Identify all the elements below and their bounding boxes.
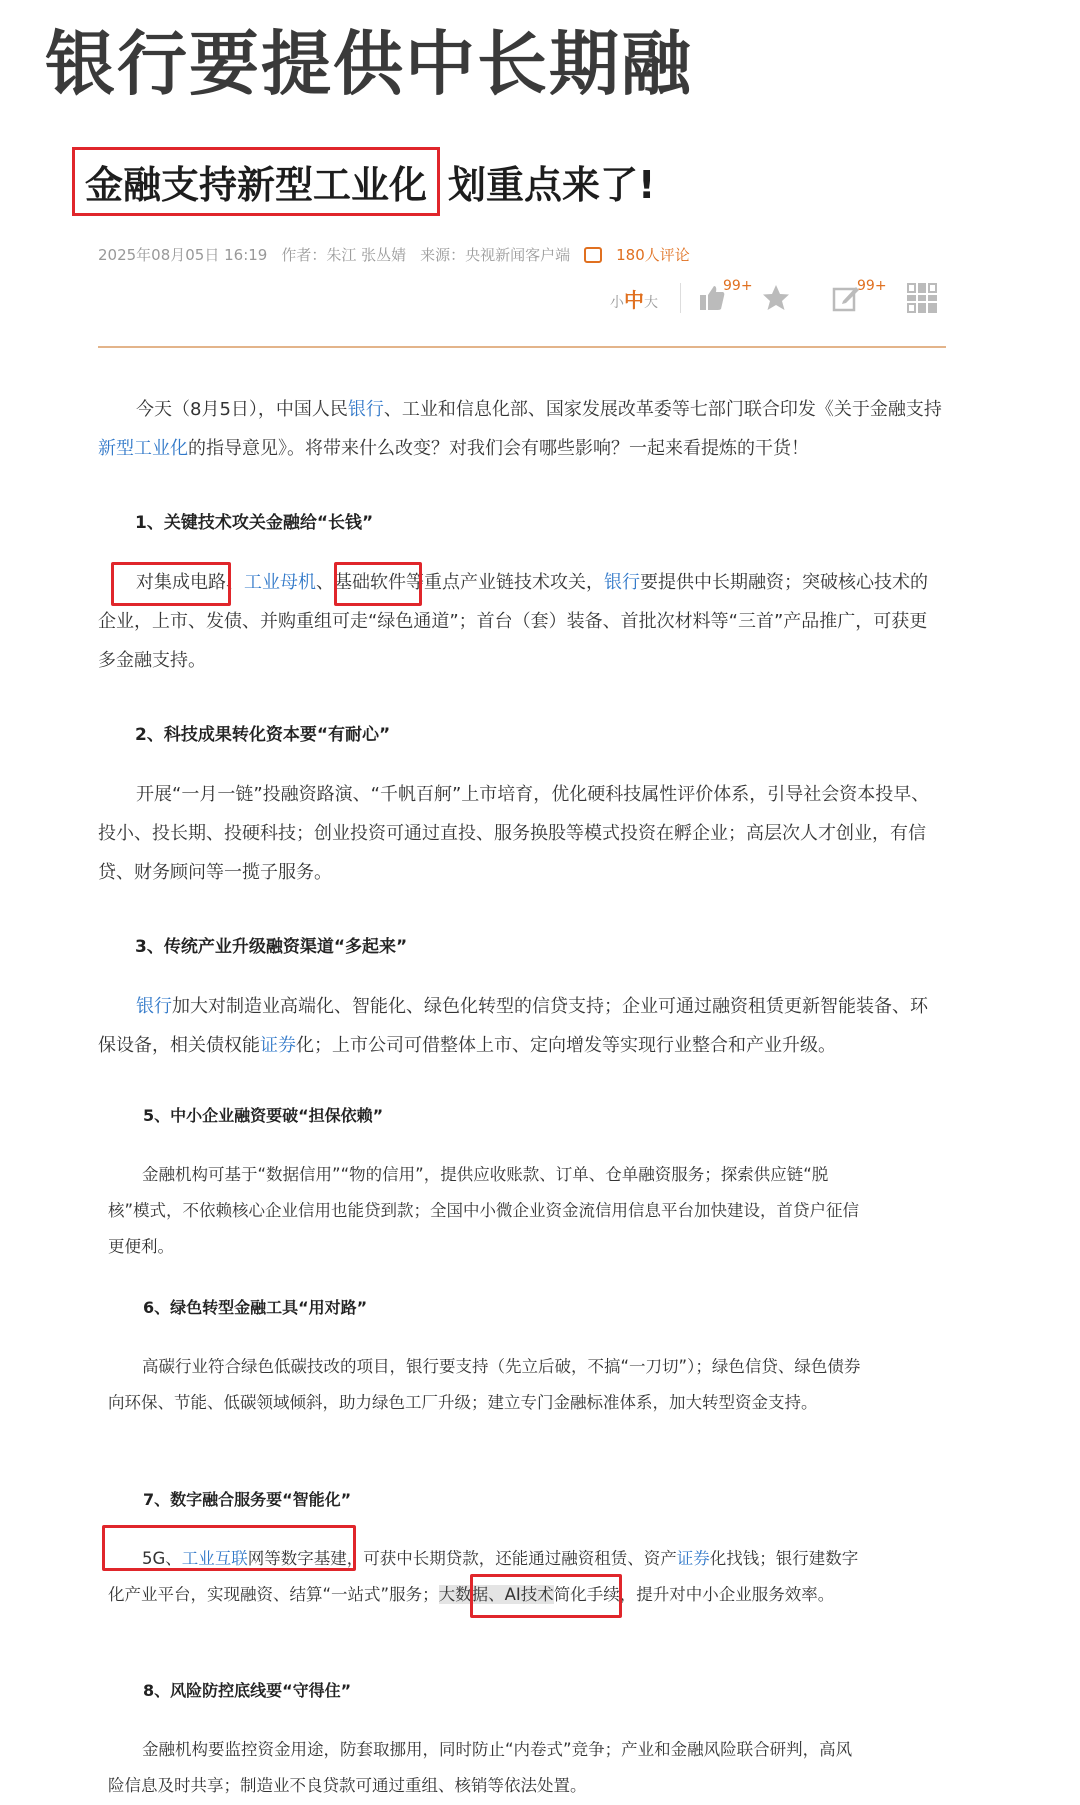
section-text: 5G、 xyxy=(142,1549,182,1568)
annotation-box xyxy=(102,1525,356,1571)
link-securities[interactable]: 证券 xyxy=(260,1035,296,1056)
section-text: 、 xyxy=(226,572,244,593)
annotation-box xyxy=(334,562,422,606)
article-headline xyxy=(72,148,655,214)
comment-count: 180人评论 xyxy=(616,246,690,264)
font-small[interactable]: 小 xyxy=(610,294,624,311)
section-text: 等重点产业链技术攻关， xyxy=(406,572,604,593)
annotation-box xyxy=(111,562,231,606)
edit-icon[interactable] xyxy=(831,278,887,313)
section-title-1: 1、关键技术攻关金融给“长钱” xyxy=(135,513,374,533)
section-title-2: 2、科技成果转化资本要“有耐心” xyxy=(135,725,391,745)
section-text: 简化手续，提升对中小企业服务效率。 xyxy=(553,1585,835,1604)
section-title-8: 8、风险防控底线要“守得住” xyxy=(143,1681,352,1700)
intro-text: 今天（8月5日），中国人民 xyxy=(136,399,348,420)
section-text: 化找钱；银行建数字化产业平台，实现融资、结算“一站式”服务； xyxy=(108,1549,859,1604)
section-6-body: 高碳行业符合绿色低碳技改的项目，银行要支持（先立后破，不搞“一刀切”）；绿色信贷、绿色债券向环保、节能、低碳领域倾斜，助力绿色工厂升级；建立专门金融标准体系，加大转型资金支持。 xyxy=(108,1357,861,1412)
thumbs-up-icon[interactable] xyxy=(697,278,753,313)
headline-highlighted: 金融支持新型工业化 xyxy=(72,147,440,216)
headline-rest: 划重点来了! xyxy=(448,162,656,207)
highlighted-text: 大数据、AI技术 xyxy=(438,1585,554,1604)
link-bank[interactable]: 银行 xyxy=(347,399,384,420)
section-text: ，可获中长期贷款，还能通过融资租赁、资产 xyxy=(346,1549,677,1568)
section-text: 化；上市公司可借整体上市、定向增发等实现行业整合和产业升级。 xyxy=(296,1035,836,1056)
section-3-body xyxy=(98,987,944,1065)
section-title-6: 6、绿色转型金融工具“用对路” xyxy=(143,1298,368,1317)
link-industrial-internet[interactable]: 工业互联 xyxy=(181,1549,248,1568)
section-text: 网等数字基建 xyxy=(247,1549,347,1568)
section-title-5: 5、中小企业融资要破“担保依赖” xyxy=(143,1106,384,1125)
section-2-body: 开展“一月一链”投融资路演、“千帆百舸”上市培育，优化硬科技属性评价体系，引导社会资本投早、投小、投长期、投硬科技；创业投资可通过直投、服务换股等模式投资在孵企业；高层次人才创业，有信贷、财务顾问等一揽子服务。 xyxy=(98,784,930,883)
header-divider xyxy=(98,346,946,348)
toolbar-divider xyxy=(680,283,681,313)
comment-icon xyxy=(584,247,602,263)
banner-title: 银行要提供中长期融 xyxy=(45,23,693,105)
star-icon[interactable] xyxy=(761,283,791,313)
section-text: 基础软件 xyxy=(334,572,406,593)
section-text: 、 xyxy=(316,572,334,593)
section-text: 加大对制造业高端化、智能化、绿色化转型的信贷支持；企业可通过融资租赁更新智能装备、环保设备，相关债权能 xyxy=(98,996,928,1056)
intro-paragraph xyxy=(98,390,944,468)
article-meta xyxy=(98,244,704,265)
link-securities[interactable]: 证券 xyxy=(676,1549,710,1568)
intro-text: 、工业和信息化部、国家发展改革委等七部门联合印发《关于金融支持 xyxy=(383,399,942,420)
section-8-body: 金融机构要监控资金用途，防套取挪用，同时防止“内卷式”竞争；产业和金融风险联合研判，高风险信息及时共享；制造业不良贷款可通过重组、核销等依法处置。 xyxy=(108,1740,853,1795)
font-medium[interactable]: 中 xyxy=(624,287,644,312)
author: 作者：朱江 张丛婧 xyxy=(281,246,407,264)
comment-link[interactable] xyxy=(584,244,704,265)
like-count: 99+ xyxy=(723,278,753,294)
section-title-7: 7、数字融合服务要“智能化” xyxy=(143,1490,352,1509)
link-new-industrialization[interactable]: 新型工业化 xyxy=(98,438,188,459)
annotation-box xyxy=(470,1574,622,1618)
qr-code-icon[interactable] xyxy=(907,283,937,313)
link-machine-tools[interactable]: 工业母机 xyxy=(244,572,316,593)
font-large[interactable]: 大 xyxy=(644,294,658,311)
section-title-3: 3、传统产业升级融资渠道“多起来” xyxy=(135,937,408,957)
source: 来源：央视新闻客户端 xyxy=(420,246,571,264)
section-5-body: 金融机构可基于“数据信用”“物的信用”，提供应收账款、订单、仓单融资服务；探索供应链“脱核”模式，不依赖核心企业信用也能贷到款；全国中小微企业资金流信用信息平台加快建设，首贷户征信更便利。 xyxy=(108,1165,860,1256)
font-size-control[interactable] xyxy=(610,284,658,313)
intro-text: 的指导意见》。将带来什么改变？对我们会有哪些影响？一起来看提炼的干货！ xyxy=(188,438,809,459)
section-text: 要提供中长期融资；突破核心技术的企业，上市、发债、并购重组可走“绿色通道”；首台（套）装备、首批次材料等“三首”产品推广，可获更多金融支持。 xyxy=(98,572,928,671)
publish-date: 2025年08月05日 16:19 xyxy=(98,246,268,264)
link-bank[interactable]: 银行 xyxy=(136,996,172,1017)
share-count: 99+ xyxy=(857,278,887,294)
section-text: 对集成电路 xyxy=(136,572,226,593)
article-toolbar xyxy=(610,278,937,318)
link-bank[interactable]: 银行 xyxy=(604,572,640,593)
